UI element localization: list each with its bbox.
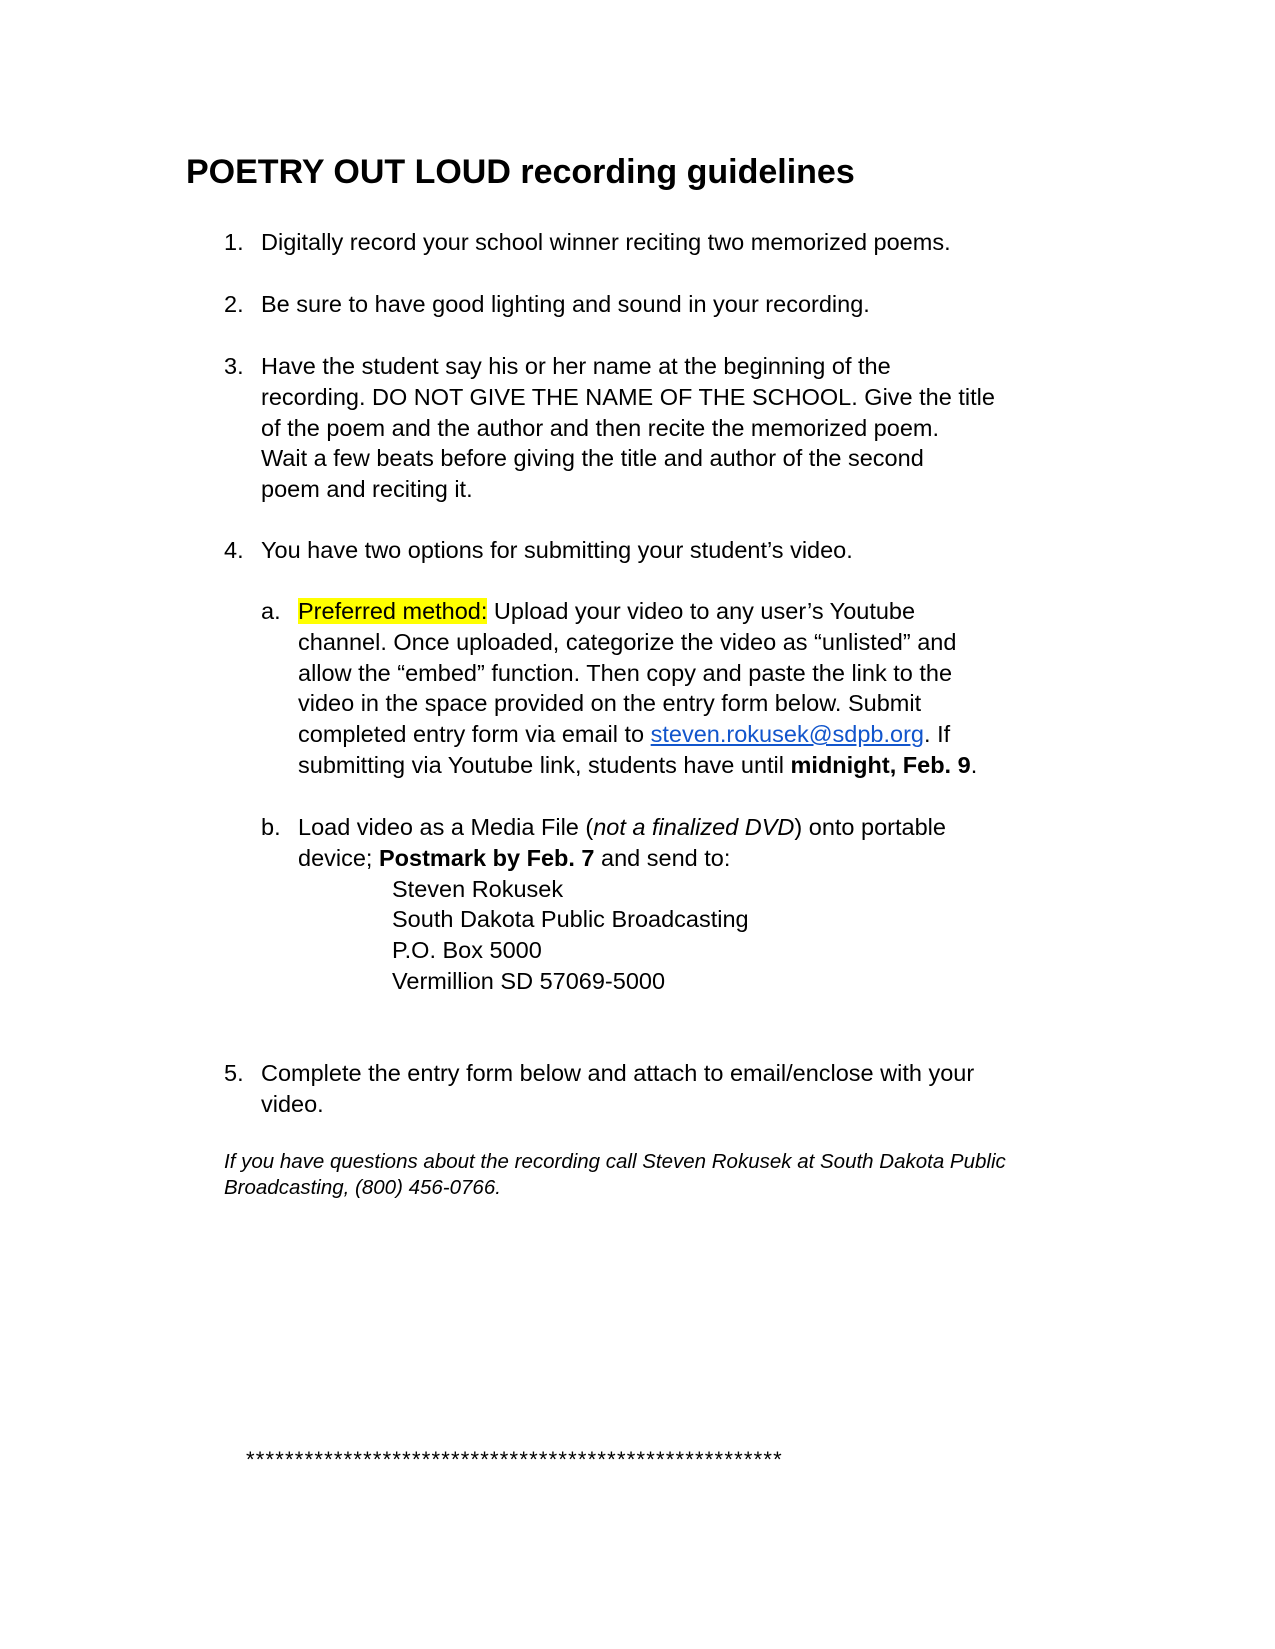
option-text-line: channel. Once uploaded, categorize the video as “unlisted” and	[298, 628, 957, 655]
item-text-line: Complete the entry form below and attach to email/enclose with your	[261, 1060, 975, 1086]
option-text: and send to:	[594, 844, 731, 871]
option-text: completed entry form via email to	[298, 721, 651, 748]
item-number: 4.	[224, 537, 244, 563]
note-line: If you have questions about the recording call Steven Rokusek at South Dakota Public	[224, 1150, 1006, 1173]
option-text-line: allow the “embed” function. Then copy and paste the link to the	[298, 659, 953, 686]
email-link[interactable]: steven.rokusek@sdpb.org	[650, 721, 925, 748]
option-letter: a.	[261, 598, 281, 624]
item-number: 1.	[224, 229, 244, 255]
option-text: Load video as a Media File (	[298, 814, 594, 840]
asterisk-separator: *******************************************************	[246, 1447, 783, 1472]
option-text: device;	[298, 844, 379, 871]
address-line: Vermillion SD 57069-5000	[392, 967, 666, 994]
address-line: Steven Rokusek	[392, 875, 564, 902]
preferred-method-highlight: Preferred method:	[298, 598, 488, 624]
item-text-line: Wait a few beats before giving the title and author of the second	[261, 445, 924, 472]
item-number: 5.	[224, 1060, 244, 1086]
option-text: submitting via Youtube link, students have until	[298, 751, 791, 778]
page-title: POETRY OUT LOUD recording guidelines	[186, 153, 855, 191]
option-text-line: video in the space provided on the entry form below. Submit	[298, 690, 922, 717]
option-text: . If	[924, 721, 951, 748]
item-text: Digitally record your school winner reciting two memorized poems.	[261, 229, 951, 255]
item-text-line: video.	[261, 1090, 324, 1117]
item-text: You have two options for submitting your student’s video.	[261, 537, 853, 563]
option-text: Upload your video to any user’s Youtube	[487, 598, 916, 624]
item-text-line: poem and reciting it.	[261, 476, 473, 503]
option-text: ) onto portable	[794, 814, 946, 840]
item-number: 3.	[224, 353, 244, 379]
option-letter: b.	[261, 814, 281, 840]
item-text-line: Have the student say his or her name at the beginning of the	[261, 353, 891, 379]
contact-note	[224, 1149, 1006, 1201]
postmark-deadline: Postmark by Feb. 7	[379, 844, 595, 871]
address-line: South Dakota Public Broadcasting	[392, 906, 749, 933]
note-line: Broadcasting, (800) 456-0766.	[224, 1176, 501, 1199]
address-line: P.O. Box 5000	[392, 937, 542, 964]
item-number: 2.	[224, 291, 244, 317]
deadline-text: midnight, Feb. 9	[790, 751, 971, 778]
item-text-line: recording. DO NOT GIVE THE NAME OF THE SCHOOL. Give the title	[261, 383, 995, 410]
item-text: Be sure to have good lighting and sound in your recording.	[261, 291, 870, 317]
option-text: .	[970, 751, 978, 778]
item-text-line: of the poem and the author and then recite the memorized poem.	[261, 414, 940, 441]
option-italic: not a finalized DVD	[593, 814, 795, 840]
